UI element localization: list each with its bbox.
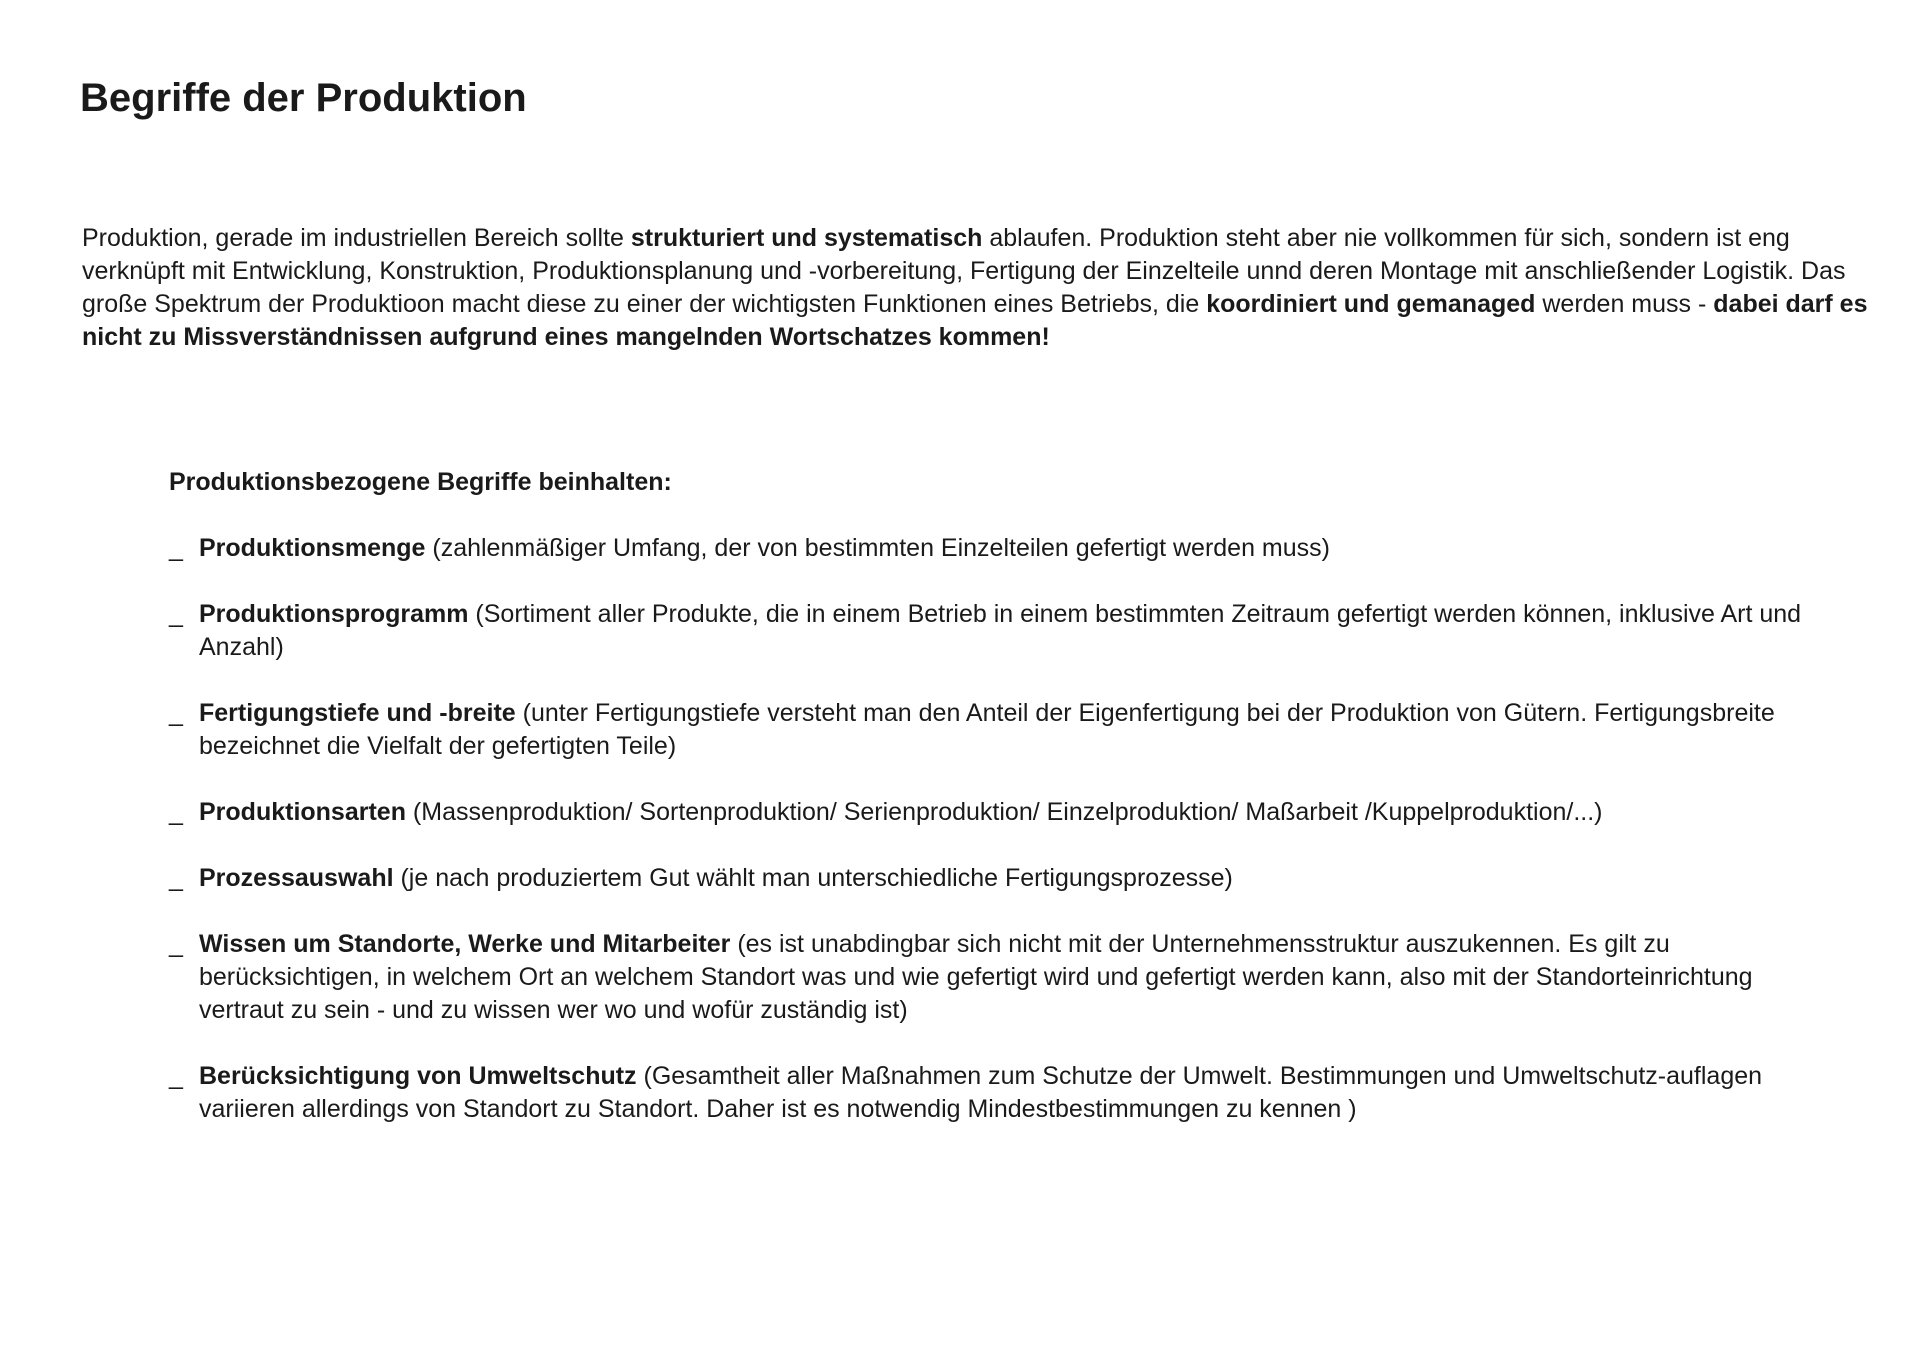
- term-name: Produktionsprogramm: [199, 600, 469, 628]
- intro-emphasis-3: dabei darf es nicht zu Missverständnissen aufgrund eines mangelnden Wortschatzes kommen!: [82, 290, 1868, 351]
- term-description: (Massenproduktion/ Sortenproduktion/ Serienproduktion/ Einzelproduktion/ Maßarbeit /Kuppelproduktion/...): [405, 798, 1603, 826]
- section-heading: Produktionsbezogene Begriffe beinhalten:: [169, 468, 672, 496]
- bullet-marker: _: [169, 798, 183, 826]
- term-description: (Sortiment aller Produkte, die in einem Betrieb in einem bestimmten Zeitraum gefertigt werden können, inklusive Art und Anzahl): [199, 600, 1802, 661]
- term-description: (je nach produziertem Gut wählt man unterschiedliche Fertigungsprozesse): [393, 864, 1233, 892]
- list-item: [169, 928, 1809, 1027]
- term-name: Berücksichtigung von Umweltschutz: [199, 1062, 637, 1090]
- bullet-marker: _: [169, 600, 183, 628]
- page-title: Begriffe der Produktion: [80, 76, 527, 120]
- list-item: [169, 532, 1809, 565]
- term-name: Wissen um Standorte, Werke und Mitarbeiter: [199, 930, 731, 958]
- list-item: [169, 862, 1809, 895]
- term-description: (unter Fertigungstiefe versteht man den Anteil der Eigenfertigung bei der Produktion von Gütern. Fertigungsbreite bezeichnet die Vielfalt der gefertigten Teile): [199, 699, 1775, 760]
- list-item: [169, 697, 1809, 763]
- intro-text-2: ablaufen. Produktion steht aber nie vollkommen für sich, sondern ist eng verknüpft mit Entwicklung, Konstruktion, Produktionsplanung und -vorbereitung, Fertigung der Einzelteile unnd deren Montage mit anschließender Logistik. Das große Spektrum der Produktioon macht diese zu einer der wichtigsten Funktionen eines Betriebs, die: [82, 224, 1846, 318]
- intro-emphasis-1: strukturiert und systematisch: [630, 224, 983, 252]
- term-name: Produktionsmenge: [199, 534, 426, 562]
- term-name: Prozessauswahl: [199, 864, 394, 892]
- bullet-marker: _: [169, 534, 183, 562]
- term-description: (Gesamtheit aller Maßnahmen zum Schutze der Umwelt. Bestimmungen und Umweltschutz-auflagen variieren allerdings von Standort zu Standort. Daher ist es notwendig Mindestbestimmungen zu kennen ): [199, 1062, 1763, 1123]
- bullet-marker: _: [169, 1062, 183, 1090]
- intro-paragraph: [82, 222, 1882, 354]
- bullet-marker: _: [169, 930, 183, 958]
- list-item: [169, 796, 1809, 829]
- term-name: Produktionsarten: [199, 798, 406, 826]
- terms-list: [169, 532, 1809, 1159]
- intro-emphasis-2: koordiniert und gemanaged: [1206, 290, 1536, 318]
- bullet-marker: _: [169, 864, 183, 892]
- list-item: [169, 598, 1809, 664]
- intro-text-1: Produktion, gerade im industriellen Bereich sollte: [82, 224, 631, 252]
- intro-text-3: werden muss -: [1535, 290, 1714, 318]
- term-description: (zahlenmäßiger Umfang, der von bestimmten Einzelteilen gefertigt werden muss): [425, 534, 1330, 562]
- term-name: Fertigungstiefe und -breite: [199, 699, 516, 727]
- bullet-marker: _: [169, 699, 183, 727]
- term-description: (es ist unabdingbar sich nicht mit der Unternehmensstruktur auszukennen. Es gilt zu berücksichtigen, in welchem Ort an welchem Standort was und wie gefertigt wird und gefertigt werden kann, also mit der Standorteinrichtung vertraut zu sein - und zu wissen wer wo und wofür zuständig ist): [199, 930, 1753, 1024]
- list-item: [169, 1060, 1809, 1126]
